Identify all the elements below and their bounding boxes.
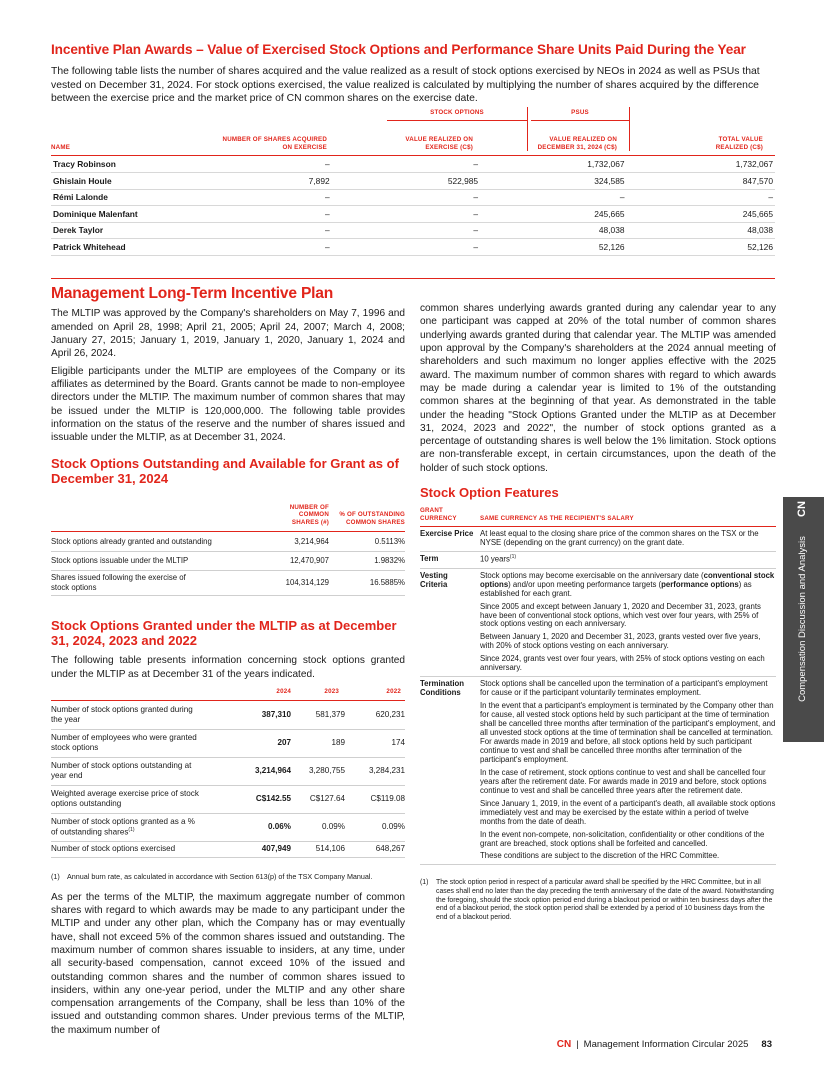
mltip-p3: As per the terms of the MLTIP, the maximum aggregate number of common shares with regard to which awards may be made to any participant under the MLTIP and under any other plan, which the Company has or may eventually have, shall not exceed 5% of the common shares issued and outstanding. The maximum number of common shares issuable to insiders, at any time, under all security-based compensation, cannot exceed 10% of the issued and outstanding common shares and the number of common shares issued to insiders, within any one-year period, under the MLTIP and any other share compensation arrangements of the Company, shall be less than 10% of the issued and outstanding common shares. Under previous terms of the MLTIP, the maximum number of: [51, 891, 405, 1036]
section-divider: [51, 278, 775, 279]
exercised-intro: The following table lists the number of shares acquired and the value realized as a result of stock options exercised by NEOs in 2024 as well as PSUs that vested on December 31, 2024. For stock options exercised, the value realized is calculated by multiplying the number of shares acquired by the difference between the exercise price and the market price of CN common shares on the exercise date.: [51, 65, 760, 105]
row-psu: 324,585: [480, 173, 626, 190]
row-label: Shares issued following the exercise of stock options: [51, 570, 241, 595]
row-name: Ghislain Houle: [51, 173, 224, 190]
features-title: Stock Option Features: [420, 485, 559, 501]
year-2024: 2024: [276, 687, 291, 695]
table-row: [51, 222, 775, 239]
termination-text-5: In the event non-compete, non-solicitation, confidentiality or other conditions of the grant are breached, stock options shall be forfeited and cancelled.: [480, 829, 765, 848]
col-name: NAME: [51, 143, 71, 151]
value-2023: 514,106: [291, 841, 345, 857]
mltip-title: Management Long-Term Incentive Plan: [51, 285, 334, 302]
termination-text-2: In the event that a participant's employment is terminated by the Company other than for cause, all vested stock options held by such participant at the time of termination shall be cancelled three months after termination of the participant's employment, and all unvested stock options at the time of termination shall be cancelled at termination. For awards made in 2019 and before, all stock options held by such participant continue to vest and shall be cancelled three months after termination of the participant's employment.: [480, 701, 776, 764]
term-label: Term: [420, 552, 480, 569]
mltip-p1: The MLTIP was approved by the Company's shareholders on May 7, 1996 and amended on April 28, 1998; April 21, 2005; April 24, 2007; March 4, 2008; January 27, 2015; January 1, 2019, January 1, 2020, January 1, 2024 and April 26, 2024.: [51, 308, 405, 360]
termination-text-4: Since January 1, 2019, in the event of a participant's death, all available stock options immediately vest and may be exercised by the estate within a period of twelve months from the date of death.: [480, 798, 776, 826]
granted-footnote: [51, 872, 405, 881]
exercise-price-label: Exercise Price: [420, 527, 480, 551]
row-name: Derek Taylor: [51, 222, 224, 239]
table-row: [51, 570, 405, 595]
vesting-text-4: Since 2024, grants vest over four years, with 25% of stock options vesting on each anniversary.: [480, 654, 765, 673]
row-total: 48,038: [627, 222, 775, 239]
exercised-section: [51, 42, 775, 106]
footnote-text: Annual burn rate, as calculated in accordance with Section 613(p) of the TSX Company Manual.: [67, 871, 373, 881]
left-column: [51, 284, 405, 1037]
table-row: [420, 677, 776, 865]
row-label: Number of stock options outstanding at year end: [51, 757, 201, 785]
table-row: [420, 552, 776, 569]
row-pct: 1.9832%: [329, 551, 405, 570]
row-name: Dominique Malenfant: [51, 206, 224, 223]
row-total: 847,570: [627, 173, 775, 190]
row-total: 1,732,067: [627, 156, 775, 173]
value-2022: 648,267: [345, 841, 405, 857]
value-2023: 189: [291, 729, 345, 757]
row-value: –: [332, 156, 480, 173]
granted-intro: The following table presents information concerning stock options granted under the MLTIP as at December 31 of the years indicated.: [51, 655, 405, 680]
mltip-p2: Eligible participants under the MLTIP are employees of the Company or its affiliates as determined by the Board. Grants cannot be made to non-employee directors under the MLTIP. The maximum number of common shares that may be issued under the MLTIP is 120,000,000. The following table provides information on the status of the reserve and the number of shares issued and issuable under the MLTIP, as at December 31, 2024.: [51, 365, 405, 444]
row-shares: –: [224, 189, 332, 206]
table-row: [51, 701, 405, 729]
footer-logo: CN: [556, 1039, 572, 1050]
row-value: –: [332, 189, 480, 206]
value-2024: 0.06%: [201, 813, 291, 841]
row-psu: –: [480, 189, 626, 206]
value-2022: 3,284,231: [345, 757, 405, 785]
table-row: [51, 729, 405, 757]
value-2022: 174: [345, 729, 405, 757]
row-value: –: [332, 222, 480, 239]
row-label: Number of stock options granted during the year: [51, 701, 201, 729]
row-shares: 7,892: [224, 173, 332, 190]
sidebar-section-label: Compensation Discussion and Analysis: [797, 536, 809, 702]
table-row: [51, 189, 775, 206]
value-2023: C$127.64: [291, 785, 345, 813]
col-total: TOTAL VALUE REALIZED (C$): [715, 136, 763, 151]
grant-currency-label: GRANT CURRENCY: [420, 507, 457, 522]
footer-doc-title: Management Information Circular 2025: [583, 1039, 749, 1050]
value-2024: C$142.55: [201, 785, 291, 813]
row-label: Number of employees who were granted stock options: [51, 729, 201, 757]
table-row: [420, 527, 776, 551]
table-row: [51, 757, 405, 785]
row-shares: 3,214,964: [241, 532, 329, 551]
table-row: [51, 239, 775, 256]
outstanding-title: Stock Options Outstanding and Available for Grant as of December 31, 2024: [51, 455, 399, 486]
row-value: –: [332, 206, 480, 223]
row-total: –: [627, 189, 775, 206]
value-2023: 3,280,755: [291, 757, 345, 785]
table-row: [51, 206, 775, 223]
vesting-label: Vesting Criteria: [420, 568, 480, 677]
value-2022: C$119.08: [345, 785, 405, 813]
row-shares: –: [224, 239, 332, 256]
termination-text-6: These conditions are subject to the discretion of the HRC Committee.: [480, 851, 720, 861]
outstanding-table: [51, 532, 405, 596]
exercised-table: [51, 107, 775, 256]
granted-title: Stock Options Granted under the MLTIP as at December 31, 2024, 2023 and 2022: [51, 617, 397, 649]
col-shares: NUMBER OF SHARES ACQUIRED ON EXERCISE: [222, 136, 327, 151]
outstanding-col-pct: % OF OUTSTANDING COMMON SHARES: [339, 511, 405, 526]
row-label: Weighted average exercise price of stock options outstanding: [51, 785, 201, 813]
table-row: [51, 532, 405, 551]
table-row: [51, 551, 405, 570]
outstanding-col-shares: NUMBER OF COMMON SHARES (#): [289, 503, 329, 526]
page-footer: [557, 1039, 772, 1052]
footnote-ref: (1): [509, 554, 517, 561]
termination-text-3: In the case of retirement, stock options continue to vest and shall be cancelled four years after the retirement date. For awards made in 2019 and before, stock options continue to vest and shall be cancelled three years after the retirement date.: [480, 767, 767, 795]
table-row: [51, 785, 405, 813]
vesting-text-1: Stock options may become exercisable on the anniversary date (conventional stock options) and/or upon meeting performance targets (performance options) as established for each grant.: [480, 570, 775, 598]
year-2023: 2023: [324, 687, 339, 695]
footer-separator: |: [576, 1039, 579, 1050]
table-row: [51, 841, 405, 857]
table-row: [420, 568, 776, 677]
col-value-exercise: VALUE REALIZED ON EXERCISE (C$): [405, 136, 473, 151]
group-stock-options: STOCK OPTIONS: [430, 109, 484, 116]
value-2024: 387,310: [201, 701, 291, 729]
footnote-text: The stock option period in respect of a particular award shall be specified by the HRC Committee, but in all cases shall end no later than the day preceding the tenth anniversary of the date of the award. Notwithstanding the foregoing, should the stock option period end during a blackout period or within ten business days after the end of a blackout period, the stock option period shall be extended by a period of 10 business days from the end of a blackout period.: [436, 879, 774, 921]
grant-currency-value: SAME CURRENCY AS THE RECIPIENT'S SALARY: [480, 514, 634, 522]
termination-text-1: Stock options shall be cancelled upon the termination of a participant's employment for cause or if the participant voluntarily terminates employment.: [480, 679, 768, 698]
termination-label: Termination Conditions: [420, 677, 480, 865]
row-pct: 0.5113%: [329, 532, 405, 551]
value-2023: 0.09%: [291, 813, 345, 841]
row-name: Patrick Whitehead: [51, 239, 224, 256]
row-psu: 1,732,067: [480, 156, 626, 173]
row-psu: 48,038: [480, 222, 626, 239]
vesting-text-2: Since 2005 and except between January 1, 2020 and December 31, 2023, grants have been of conventional stock options, which vest over four years, with 25% of stock options vesting on each anniversary.: [480, 601, 761, 629]
row-name: Rémi Lalonde: [51, 189, 224, 206]
row-shares: –: [224, 222, 332, 239]
value-2022: 0.09%: [345, 813, 405, 841]
row-shares: –: [224, 206, 332, 223]
row-shares: 12,470,907: [241, 551, 329, 570]
table-row: [51, 156, 775, 173]
row-psu: 245,665: [480, 206, 626, 223]
exercised-title: Incentive Plan Awards – Value of Exercised Stock Options and Performance Share Units Paid During the Year: [51, 42, 746, 57]
col-value-vesting: VALUE REALIZED ON DECEMBER 31, 2024 (C$): [537, 136, 617, 151]
page-number: 83: [761, 1039, 772, 1050]
footnote-mark: (1): [51, 871, 60, 881]
granted-table: [51, 701, 405, 858]
mltip-p4: common shares underlying awards granted during any calendar year to any one participant was capped at 20% of the total number of common shares underlying awards granted during that calendar year. The MLTIP was amended upon approval by the Company's shareholders at the 2024 annual meeting of shareholders and such maximum no longer applies effective with the 2025 award. The maximum number of common shares with regard to which awards may be made during a calendar year is limited to 1% of the outstanding common shares at the beginning of that year. As demonstrated in the table under the heading "Stock Options Granted under the MLTIP as at December 31, 2024, 2023 and 2022", the number of stock options granted as a percentage of outstanding shares is well below the 1% limitation. Stock options are non-transferable except, in certain circumstances, upon the death of the holder of such stock options.: [420, 303, 776, 474]
row-pct: 16.5885%: [329, 570, 405, 595]
row-total: 52,126: [627, 239, 775, 256]
features-footnote: [420, 879, 776, 922]
row-total: 245,665: [627, 206, 775, 223]
row-shares: –: [224, 156, 332, 173]
year-2022: 2022: [386, 687, 401, 695]
footnote-mark: (1): [420, 879, 429, 887]
row-label: Stock options already granted and outstanding: [51, 532, 241, 551]
vesting-text-3: Between January 1, 2020 and December 31, 2023, grants vested over five years, with 20% of stock options vesting on each anniversary.: [480, 632, 761, 651]
row-psu: 52,126: [480, 239, 626, 256]
row-value: 522,985: [332, 173, 480, 190]
value-2023: 581,379: [291, 701, 345, 729]
exercise-price-value: At least equal to the closing share price of the common shares on the TSX or the NYSE (depending on the grant currency) on the grant date.: [480, 527, 776, 551]
exercised-rows: [51, 156, 775, 256]
table-row: [51, 813, 405, 841]
row-label: Number of stock options granted as a % of outstanding shares: [51, 816, 195, 837]
table-row: [51, 173, 775, 190]
features-table: [420, 527, 776, 865]
term-value: 10 years: [480, 554, 510, 564]
row-shares: 104,314,129: [241, 570, 329, 595]
value-2024: 3,214,964: [201, 757, 291, 785]
footnote-ref: (1): [128, 826, 135, 833]
right-column: [420, 302, 776, 923]
value-2022: 620,231: [345, 701, 405, 729]
value-2024: 207: [201, 729, 291, 757]
row-name: Tracy Robinson: [51, 156, 224, 173]
group-psus: PSUS: [571, 109, 589, 116]
row-value: –: [332, 239, 480, 256]
row-label: Number of stock options exercised: [51, 841, 201, 857]
value-2024: 407,949: [201, 841, 291, 857]
row-label: Stock options issuable under the MLTIP: [51, 551, 241, 570]
sidebar-logo: CN: [796, 501, 809, 517]
